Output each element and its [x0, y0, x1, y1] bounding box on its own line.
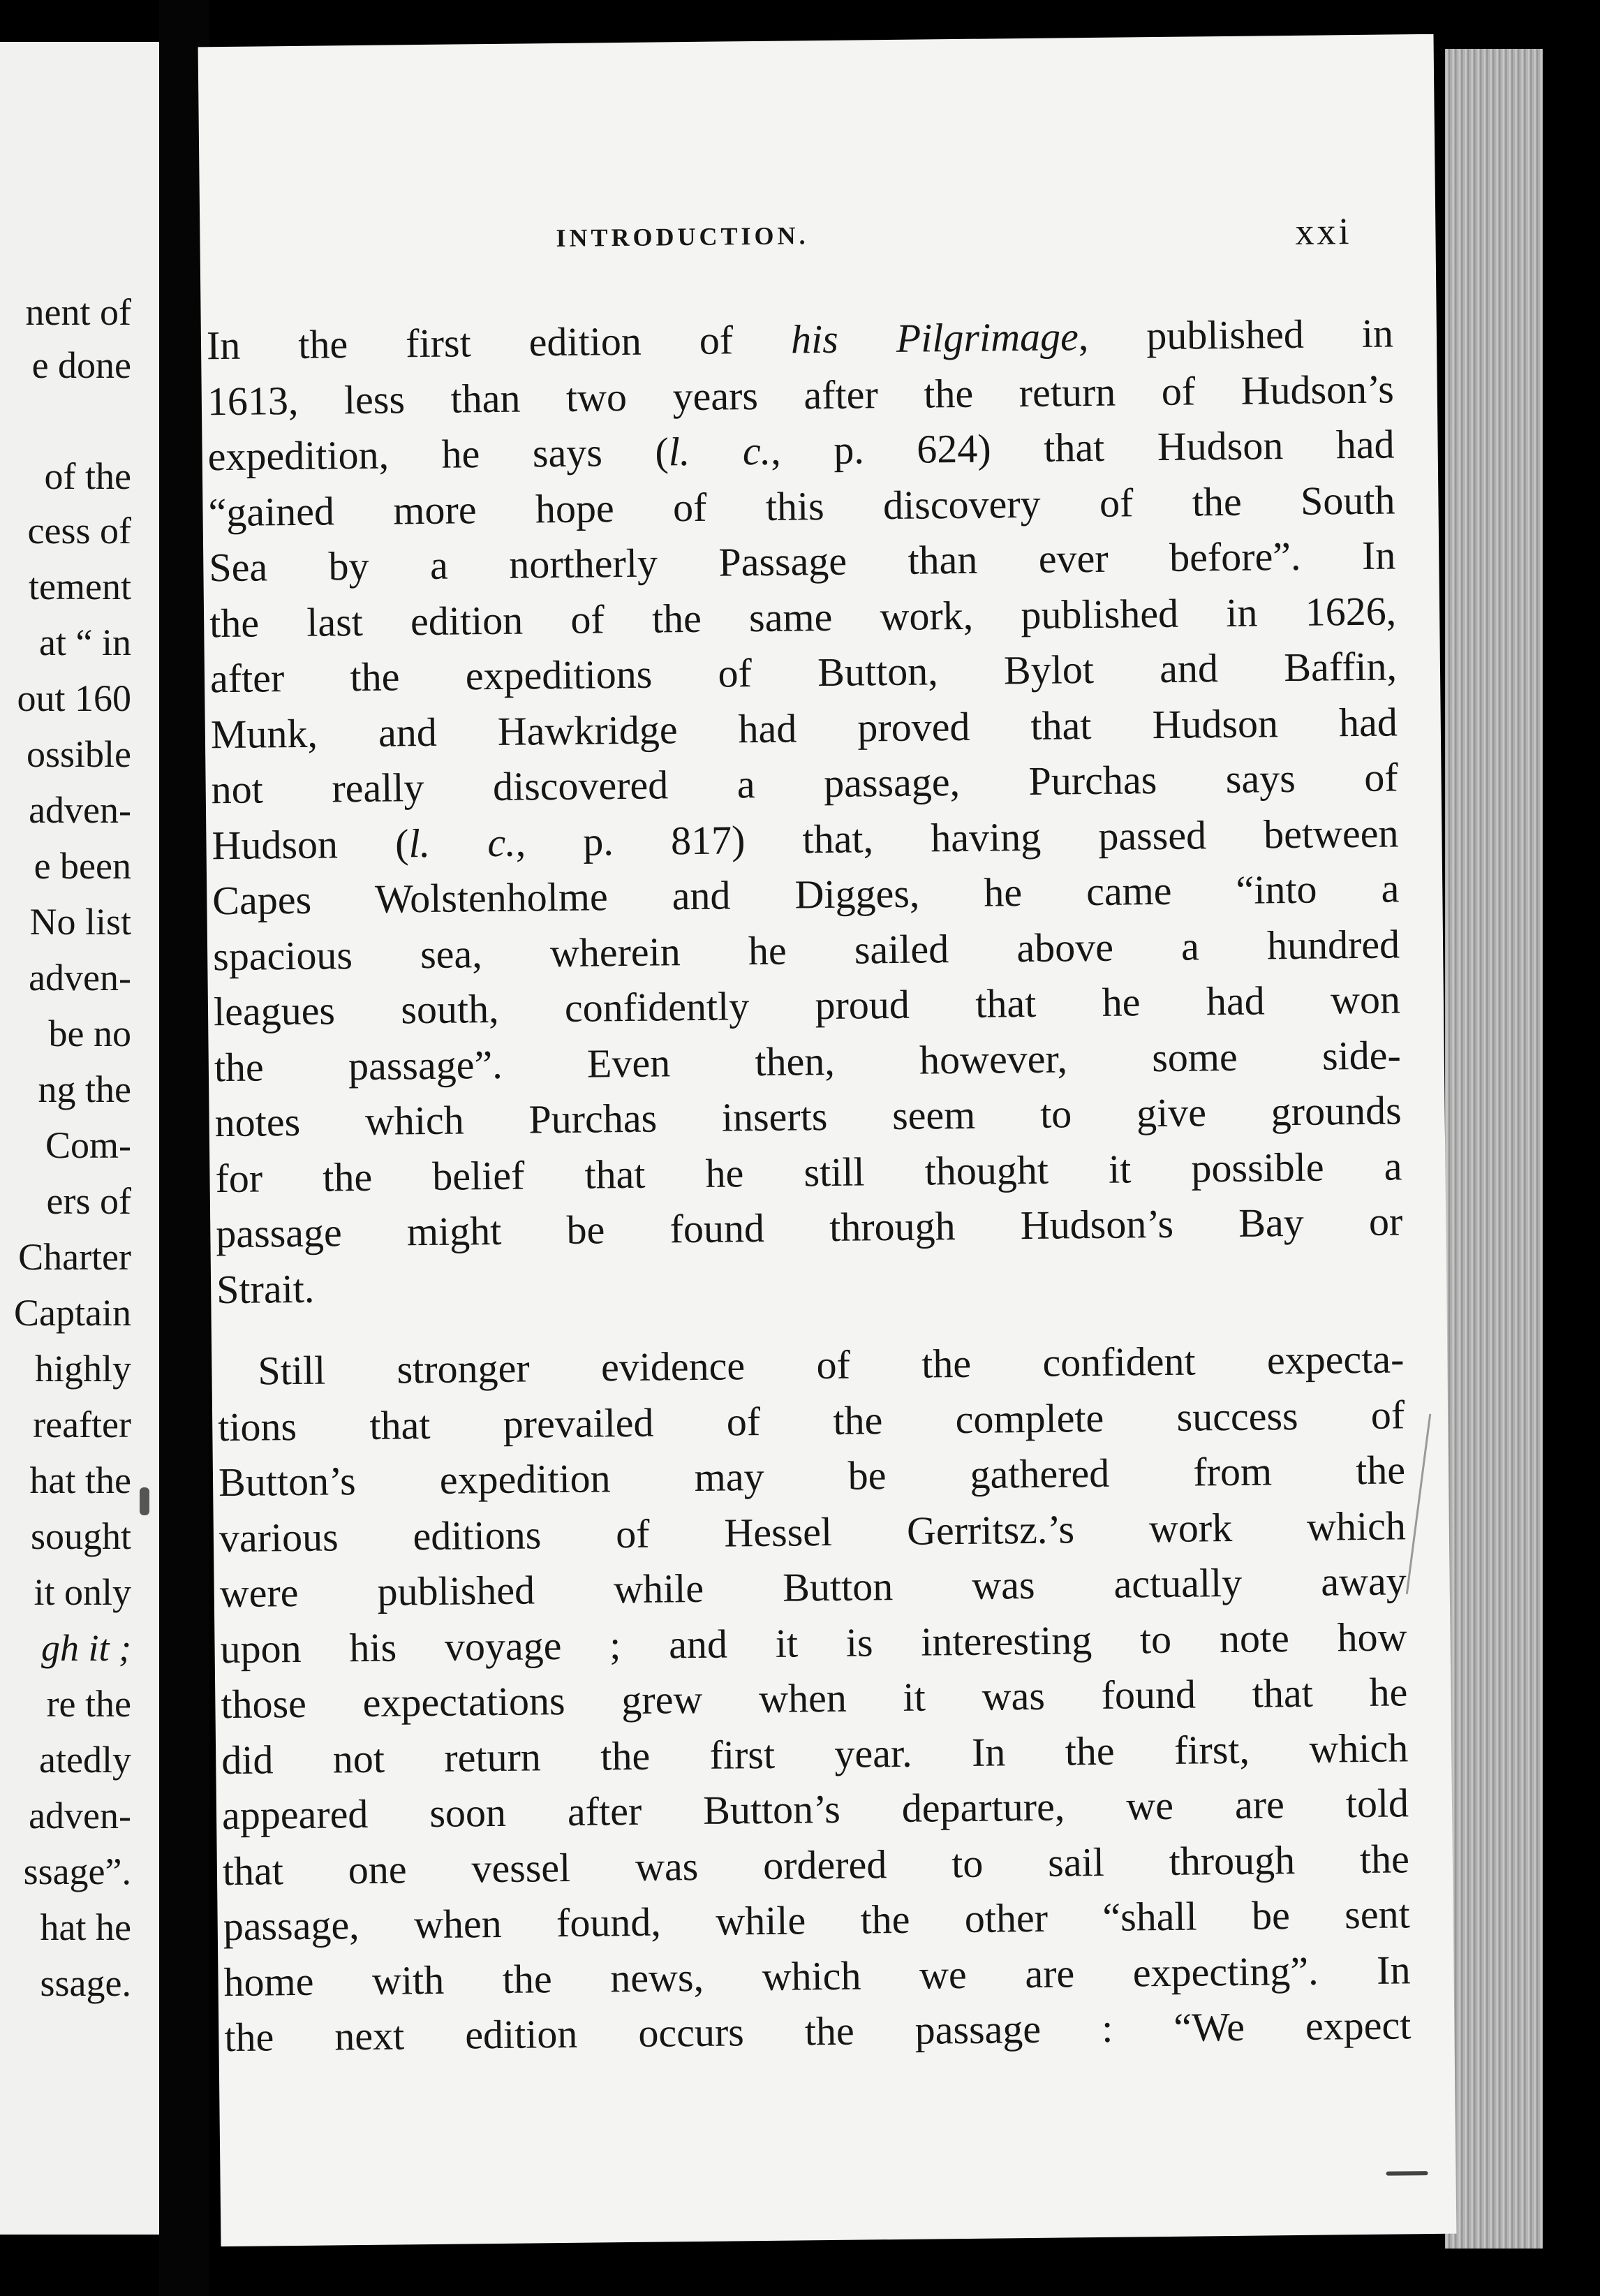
text-line: Still stronger evidence of the confident expecta- [258, 1336, 1405, 1394]
text-line: passage, when found, while the other “shall be sent [223, 1891, 1410, 1950]
text-line: Button’s expedition may be gathered from the [218, 1447, 1406, 1506]
line-segment: expedition, he says ( [207, 429, 669, 480]
line-segment: , published in [1078, 310, 1394, 360]
text-line: Munk, and Hawkridge had proved that Hudson had [210, 698, 1398, 757]
facing-page-line: be no [48, 1013, 131, 1054]
text-line: 1613, less than two years after the return of Hudson’s [207, 365, 1395, 424]
page-body [207, 305, 1412, 2065]
facing-page-line: ossible [26, 733, 131, 775]
text-line: spacious sea, wherein he sailed above a hundred [212, 920, 1400, 979]
margin-pencil-mark [1406, 1414, 1435, 1595]
text-line: home with the news, which we are expecting”. In [223, 1946, 1411, 2005]
facing-page-line: atedly [39, 1739, 131, 1781]
facing-page-line: ssage. [40, 1962, 131, 2004]
facing-page-line: Com- [45, 1124, 131, 1166]
book-title: his Pilgrimage [790, 314, 1079, 362]
facing-page-line: adven- [29, 1795, 131, 1837]
facing-page-line: adven- [29, 789, 131, 831]
text-line: Capes Wolstenholme and Digges, he came “into a [212, 865, 1400, 924]
text-line: tions that prevailed of the complete success of [217, 1391, 1405, 1450]
text-line: did not return the first year. In the first, which [221, 1724, 1409, 1783]
text-line: passage might be found through Hudson’s Bay or [216, 1198, 1403, 1257]
facing-page-line: Captain [14, 1292, 131, 1334]
text-line: “gained more hope of this discovery of the South [208, 476, 1395, 535]
facing-page-line: ers of [46, 1180, 131, 1222]
line-segment: In the first edition of [206, 316, 792, 369]
citation-abbrev: l. c. [408, 819, 516, 866]
text-line: were published while Button was actually away [219, 1558, 1407, 1617]
facing-page-line: tement [29, 566, 131, 608]
facing-page-line: hat the [29, 1459, 131, 1501]
text-line: those expectations grew when it was found that he [221, 1669, 1408, 1728]
text-line: leagues south, confidently proud that he had won [213, 976, 1401, 1035]
line-segment: , p. 624) that Hudson had [770, 421, 1395, 473]
text-line: notes which Purchas inserts seem to give grounds [214, 1087, 1402, 1146]
line-segment: , p. 817) that, having passed between [515, 809, 1399, 865]
facing-page-line: ng the [38, 1068, 131, 1110]
page-number: xxi [1295, 210, 1352, 253]
text-line: appeared soon after Button’s departure, we are told [221, 1780, 1409, 1839]
text-line: the passage”. Even then, however, some side- [214, 1031, 1402, 1090]
facing-page-line: re the [46, 1683, 131, 1725]
facing-page-line: hat he [40, 1906, 131, 1948]
text-line: the last edition of the same work, published in 1626, [209, 587, 1397, 646]
page-edges [1445, 49, 1543, 2249]
facing-page-line: reafter [33, 1404, 131, 1445]
text-line: upon his voyage ; and it is interesting to note how [220, 1613, 1407, 1672]
facing-page-line: Charter [18, 1236, 131, 1278]
text-line: not really discovered a passage, Purchas says of [211, 754, 1398, 813]
text-line: the next edition occurs the passage : “We expect [224, 2002, 1412, 2061]
paragraph-1 [207, 305, 1404, 1317]
facing-page-line: cess of [27, 510, 131, 552]
facing-page-line: gh it ; [41, 1627, 131, 1669]
facing-page-line: No list [29, 901, 131, 943]
facing-page-line: adven- [29, 957, 131, 999]
facing-page-line: sought [30, 1515, 131, 1557]
ink-smudge [140, 1487, 149, 1515]
facing-page-line: ssage”. [23, 1850, 131, 1892]
facing-page-line: nent of [25, 291, 131, 333]
facing-page-line: at “ in [39, 621, 131, 663]
ink-smudge [1386, 2171, 1428, 2176]
text-line: that one vessel was ordered to sail through the [222, 1835, 1410, 1894]
facing-page-line: e been [34, 845, 131, 887]
running-head: INTRODUCTION. [556, 221, 809, 252]
text-line: various editions of Hessel Gerritsz.’s work which [218, 1502, 1407, 1561]
text-line: for the belief that he still thought it possible a [215, 1142, 1402, 1201]
text-line: Sea by a northerly Passage than ever before”. In [209, 532, 1396, 591]
facing-page-line: it only [34, 1571, 131, 1613]
facing-page-fragment [0, 42, 159, 2235]
line-segment: Hudson ( [212, 820, 409, 868]
facing-page-line: highly [34, 1348, 131, 1390]
text-line: after the expeditions of Button, Bylot and Baffin, [209, 643, 1398, 702]
facing-page-line: e done [31, 344, 131, 386]
facing-page-line: of the [44, 455, 131, 497]
text-line: Strait. [216, 1265, 315, 1312]
book-page [198, 34, 1457, 2246]
citation-abbrev: l. c. [668, 427, 771, 475]
paragraph-2 [217, 1331, 1412, 2065]
facing-page-line: out 160 [17, 677, 131, 719]
